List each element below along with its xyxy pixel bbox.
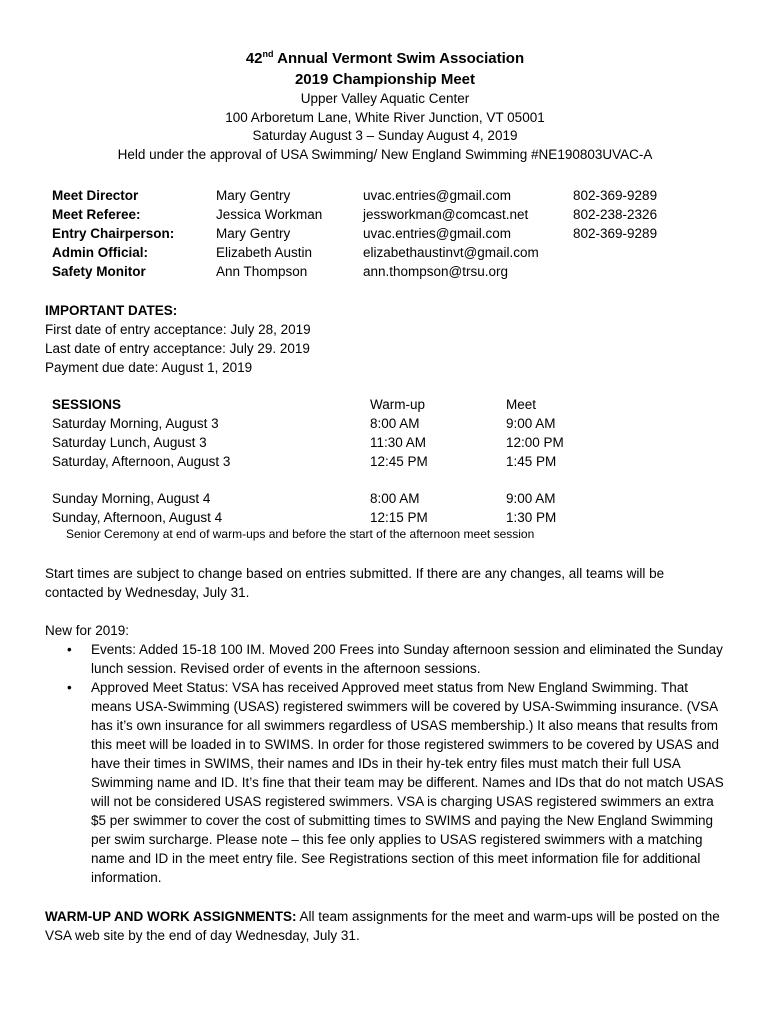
- staff-role: Admin Official:: [52, 245, 149, 260]
- staff-role: Safety Monitor: [52, 264, 146, 279]
- bullet-text: Approved Meet Status: VSA has received Approved meet status from New England Swimming. That means USA-Swimming (USAS) registered swimmers will be covered by USA-Swimming insurance. (VSA has it’s own insurance for all swimmers regardless of USAS membership.) It also means that results from this meet will be loaded in to SWIMS. In order for those registered swimmers to be covered by USAS and have their times in SWIMS, their names and IDs in their hy-tek entry files must match their full USA Swimming name and ID. It’s fine that their team may be different. Names and IDs that do not match USAS will not be considered USAS registered swimmers. VSA is charging USAS registered swimmers an extra $5 per swimmer to cover the cost of submitting times to SWIMS and paying the New England Swimming per swim surcharge. Please note – this fee only applies to USAS registered swimmers with a matching name and ID in the meet entry file. See Registrations section of this meet information file for additional information.: [91, 680, 724, 885]
- staff-role: Meet Director: [52, 188, 139, 203]
- new-for-2019-heading: New for 2019:: [45, 623, 130, 638]
- staff-email: uvac.entries@gmail.com: [363, 188, 512, 203]
- session-name: Sunday Morning, August 4: [52, 491, 211, 506]
- entry-open-date: First date of entry acceptance: July 28, 2019: [45, 322, 311, 337]
- session-warmup-time: 11:30 AM: [370, 435, 427, 450]
- sessions-header-row: [52, 395, 692, 414]
- document-header: [0, 48, 770, 164]
- staff-email: ann.thompson@trsu.org: [363, 264, 509, 279]
- staff-role: Meet Referee:: [52, 207, 141, 222]
- venue-name: Upper Valley Aquatic Center: [300, 91, 470, 106]
- sessions-heading: SESSIONS: [52, 397, 122, 412]
- session-meet-time: 1:30 PM: [506, 510, 557, 525]
- staff-email: uvac.entries@gmail.com: [363, 226, 512, 241]
- session-warmup-time: 12:45 PM: [370, 454, 428, 469]
- session-row: [52, 452, 692, 471]
- bullet-text: Events: Added 15-18 100 IM. Moved 200 Frees into Sunday afternoon session and eliminated the Sunday lunch session. Revised order of events in the afternoon sessions.: [91, 642, 723, 676]
- session-row: [52, 489, 692, 508]
- session-meet-time: 9:00 AM: [506, 491, 556, 506]
- staff-row: [52, 186, 692, 205]
- staff-row: [52, 205, 692, 224]
- staff-name: Mary Gentry: [216, 188, 291, 203]
- staff-row: [52, 224, 692, 243]
- ceremony-note: Senior Ceremony at end of warm-ups and before the start of the afternoon meet session: [66, 527, 535, 541]
- staff-phone: 802-238-2326: [573, 207, 658, 222]
- page-title: 42nd Annual Vermont Swim Association: [245, 49, 525, 67]
- list-item: [64, 640, 724, 678]
- session-meet-time: 12:00 PM: [506, 435, 564, 450]
- session-name: Saturday, Afternoon, August 3: [52, 454, 231, 469]
- entry-close-date: Last date of entry acceptance: July 29. 2019: [45, 341, 310, 356]
- session-meet-time: 1:45 PM: [506, 454, 557, 469]
- session-warmup-time: 8:00 AM: [370, 491, 420, 506]
- warmup-assignments: [45, 907, 725, 945]
- warmup-assignments-text: All team assignments for the meet and warm-ups will be posted on the VSA web site by the end of day Wednesday, July 31.: [45, 909, 720, 943]
- staff-row: [52, 243, 692, 262]
- staff-row: [52, 262, 692, 281]
- session-meet-time: 9:00 AM: [506, 416, 556, 431]
- important-dates-heading: IMPORTANT DATES:: [45, 303, 178, 318]
- staff-phone: 802-369-9289: [573, 188, 658, 203]
- bullet-icon: •: [67, 680, 72, 695]
- warmup-column-header: Warm-up: [370, 397, 426, 412]
- meet-dates: Saturday August 3 – Sunday August 4, 2019: [252, 128, 518, 143]
- list-item: [64, 678, 724, 887]
- payment-due-date: Payment due date: August 1, 2019: [45, 360, 253, 375]
- page-subtitle: 2019 Championship Meet: [294, 71, 476, 88]
- session-name: Saturday Morning, August 3: [52, 416, 219, 431]
- staff-phone: 802-369-9289: [573, 226, 658, 241]
- new-for-2019-list: [64, 640, 724, 887]
- important-dates: [45, 301, 311, 377]
- staff-email: elizabethaustinvt@gmail.com: [363, 245, 539, 260]
- session-warmup-time: 12:15 PM: [370, 510, 428, 525]
- venue-address: 100 Arboretum Lane, White River Junction, VT 05001: [225, 109, 545, 125]
- staff-name: Elizabeth Austin: [216, 245, 313, 260]
- session-warmup-time: 8:00 AM: [370, 416, 420, 431]
- staff-name: Jessica Workman: [216, 207, 323, 222]
- staff-role: Entry Chairperson:: [52, 226, 175, 241]
- session-row: [52, 433, 692, 452]
- staff-name: Ann Thompson: [216, 264, 308, 279]
- session-row: [52, 508, 692, 527]
- sessions-table: [52, 395, 692, 527]
- bullet-icon: •: [67, 642, 72, 657]
- start-times-note: Start times are subject to change based on entries submitted. If there are any changes, all teams will be contacted by Wednesday, July 31.: [45, 566, 665, 600]
- session-name: Saturday Lunch, August 3: [52, 435, 207, 450]
- session-name: Sunday, Afternoon, August 4: [52, 510, 223, 525]
- meet-staff-table: [52, 186, 692, 281]
- staff-email: jessworkman@comcast.net: [363, 207, 529, 222]
- sanction-line: Held under the approval of USA Swimming/ New England Swimming #NE190803UVAC-A: [117, 146, 653, 162]
- staff-name: Mary Gentry: [216, 226, 291, 241]
- warmup-assignments-label: WARM-UP AND WORK ASSIGNMENTS:: [45, 909, 297, 924]
- session-row: [52, 414, 692, 433]
- meet-column-header: Meet: [506, 397, 537, 412]
- session-spacer: [52, 471, 692, 489]
